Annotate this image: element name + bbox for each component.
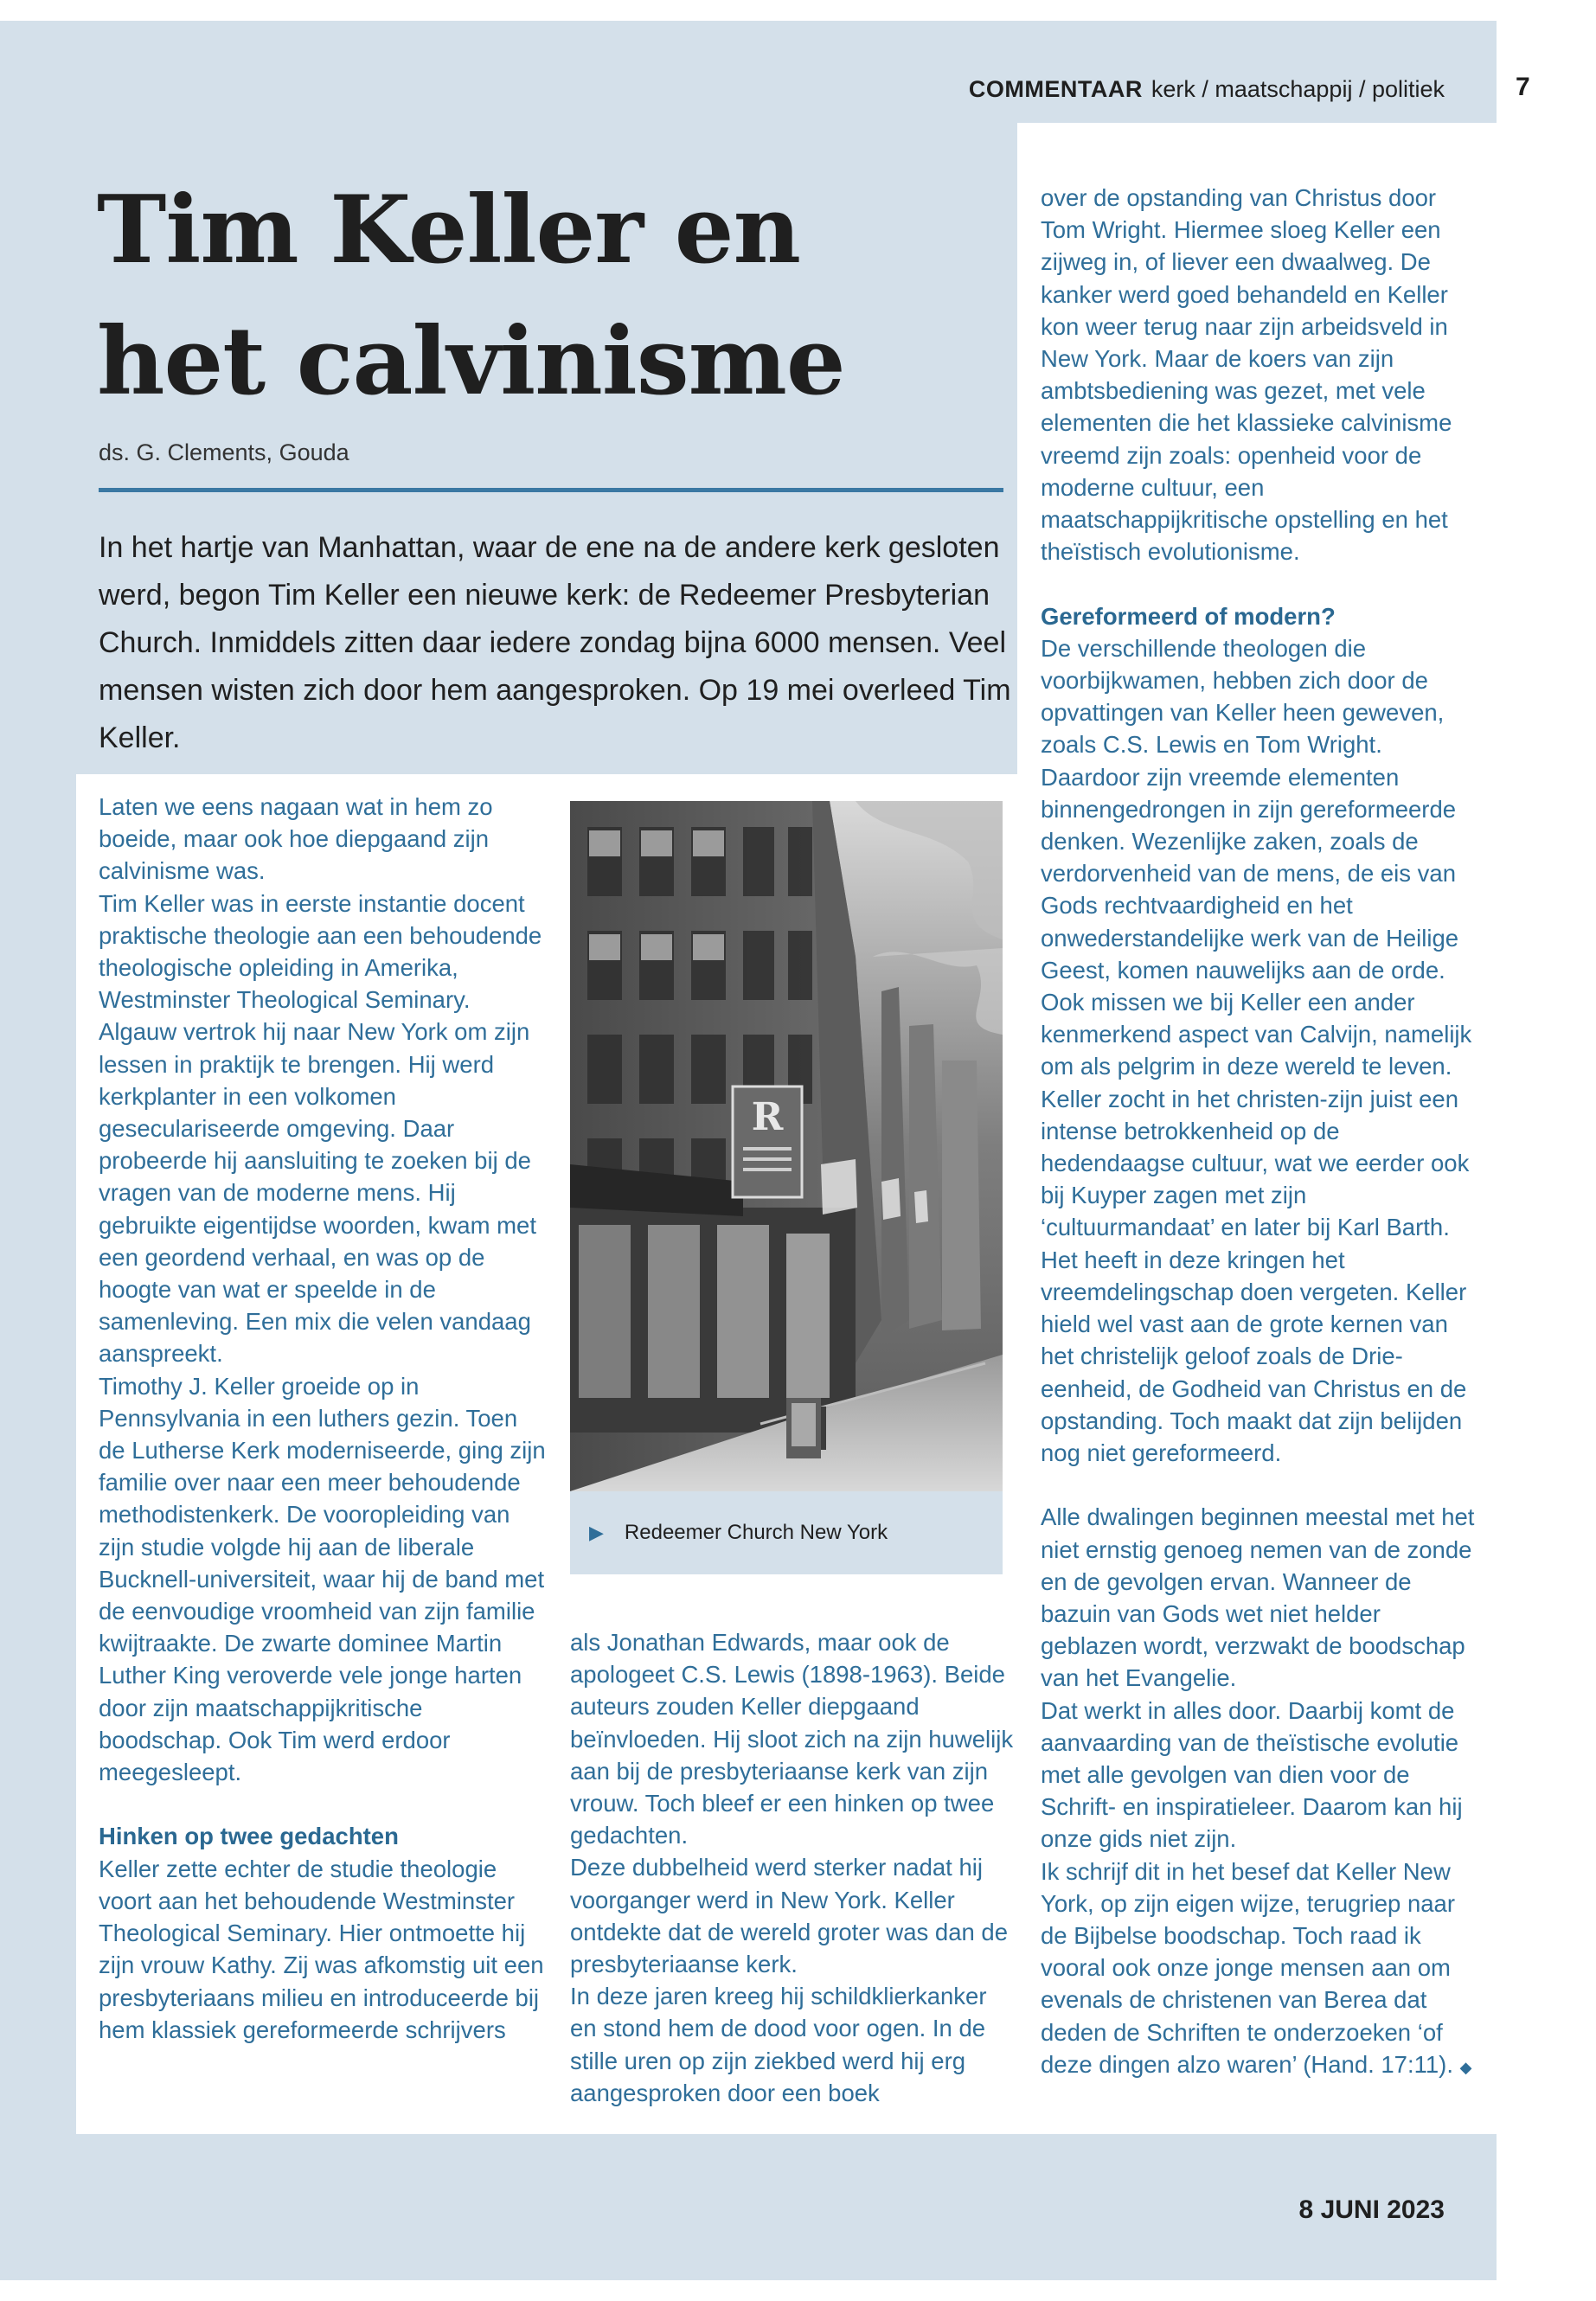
paragraph: De verschillende theologen die voorbijkwamen, hebben zich door de opvattingen van Keller heen geweven, zoals C.S. Lewis en Tom Wright. Daardoor zijn vreemde elementen binnengedrongen in zijn gereformeerde denken. Wezenlijke zaken, zoals de verdorvenheid van de mens, de eis van Gods rechtvaardigheid en het onwederstandelijke werk van de Heilige Geest, komen nauwelijks aan de orde. Ook missen we bij Keller een ander kenmerkend aspect van Calvijn, namelijk om als pelgrim in deze wereld te leven. Keller zocht in het christen-zijn juist een intense betrokkenheid op de hedendaagse cultuur, wat we eerder ook bij Kuyper zagen met zijn ‘cultuurmandaat’ en later bij Karl Barth. Het heeft in deze kringen het vreemdelingschap doen vergeten. Keller hield wel vast aan de grote kernen van het christelijk geloof zoals de Drie-eenheid, de Godheid van Christus en de opstanding. Toch maakt dat zijn belijden nog niet gereformeerd. (1041, 634, 1472, 1466)
title-divider (99, 488, 1003, 492)
column-3 (1041, 182, 1482, 2084)
end-mark-icon: ◆ (1459, 2058, 1472, 2076)
spacer (1041, 567, 1482, 599)
redeemer-church-photo (570, 801, 1003, 1491)
paragraph: Alle dwalingen beginnen meestal met het niet ernstig genoeg nemen van de zonde en de gevolgen ervan. Wanneer de bazuin van Gods wet niet helder geblazen wordt, verzwakt de boodschap van het Evangelie. (1041, 1503, 1475, 1692)
spacer (1041, 1469, 1482, 1501)
paragraph: over de opstanding van Christus door Tom Wright. Hiermee sloeg Keller een zijweg in, of liever een dwaalweg. De kanker werd goed behandeld en Keller kon weer terug naar zijn arbeidsveld in New York. Maar de koers van zijn ambtsbediening was gezet, met vele elementen die het klassieke calvinisme vreemd zijn zoals: openheid voor de moderne cultuur, een maatschappijkritische opstelling en het theïstisch evolutionisme. (1041, 184, 1452, 566)
photo-caption (589, 1521, 888, 1545)
paragraph: Deze dubbelheid werd sterker nadat hij voorganger werd in New York. Keller ontdekte dat de wereld groter was dan de presbyteriaanse kerk. (570, 1854, 1009, 1978)
subheading: Gereformeerd of modern? (1041, 602, 1336, 630)
caption-marker-icon: ▶ (589, 1522, 604, 1543)
paragraph: Dat werkt in alles door. Daarbij komt de aanvaarding van de theïstische evolutie met alle gevolgen van dien voor de Schrift- en inspiratieleer. Daarom kan hij onze gids niet zijn. (1041, 1696, 1463, 1853)
banner-letter: R (751, 1095, 784, 1139)
subsection-label: kerk / maatschappij / politiek (1151, 76, 1445, 102)
article-title (97, 164, 845, 427)
closing-text: Ik schrijf dit in het besef dat Keller New York, op zijn eigen wijze, terugriep naar de Bijbelse boodschap. Toch raad ik vooral ook onze jonge mensen aan om evenals de christenen van Berea dat deden de Schriften te onderzoeken ‘of deze dingen alzo waren’ (Hand. 17:11). (1041, 1857, 1455, 2078)
title-line-1: Tim Keller en (97, 176, 800, 285)
byline: ds. G. Clements, Gouda (99, 439, 349, 465)
spacer (99, 1788, 548, 1820)
photo-figure (570, 801, 1003, 1574)
paragraph (1041, 1856, 1482, 2084)
paragraph: Laten we eens nagaan wat in hem zo boeide, maar ook hoe diepgaand zijn calvinisme was. (99, 793, 493, 885)
section-label: COMMENTAAR (968, 76, 1143, 102)
subheading: Hinken op twee gedachten (99, 1823, 399, 1850)
page-number: 7 (1516, 73, 1530, 101)
issue-date: 8 JUNI 2023 (1298, 2195, 1445, 2224)
church-banner (733, 1086, 802, 1197)
paragraph: Tim Keller was in eerste instantie docent praktische theologie aan een behoudende theologische opleiding in Amerika, Westminster Theological Seminary. Algauw vertrok hij naar New York om zijn lessen in praktijk te brengen. Hij werd kerkplanter in een volkomen geseculariseerde omgeving. Daar probeerde hij aansluiting te zoeken bij de vragen van de moderne mens. Hij gebruikte eigentijdse woorden, kwam met een geordend verhaal, en was op de hoogte van wat er speelde in de samenleving. Een mix die velen vandaag aanspreekt. (99, 889, 542, 1368)
caption-text: Redeemer Church New York (624, 1521, 888, 1544)
section-header (865, 76, 1445, 103)
paragraph: In deze jaren kreeg hij schildklierkanker en stond hem de dood voor ogen. In de stille uren op zijn ziekbed werd hij erg aangesproken door een boek (570, 1983, 987, 2106)
paragraph: als Jonathan Edwards, maar ook de apologeet C.S. Lewis (1898-1963). Beide auteurs zouden Keller diepgaand beïnvloeden. Hij sloot zich na zijn huwelijk aan bij de presbyteriaanse kerk van zijn vrouw. Toch bleef er een hinken op twee gedachten. (570, 1629, 1014, 1849)
title-line-2: het calvinisme (97, 307, 845, 416)
column-1 (99, 791, 548, 2046)
lead-paragraph: In het hartje van Manhattan, waar de ene na de andere kerk gesloten werd, begon Tim Keller een nieuwe kerk: de Redeemer Presbyterian Church. Inmiddels zitten daar iedere zondag bijna 6000 mensen. Veel mensen wisten zich door hem aangesproken. Op 19 mei overleed Tim Keller. (99, 531, 1011, 754)
column-2 (570, 1626, 1016, 2109)
paragraph: Timothy J. Keller groeide op in Pennsylvania in een luthers gezin. Toen de Lutherse Kerk moderniseerde, ging zijn familie over naar een meer behoudende methodistenkerk. De vooropleiding van zijn studie volgde hij aan de liberale Bucknell-universiteit, waar hij de band met de eenvoudige vroomheid van zijn familie kwijtraakte. De zwarte dominee Martin Luther King veroverde vele jonge harten door zijn maatschappijkritische boodschap. Ook Tim werd erdoor meegesleept. (99, 1372, 546, 1786)
paragraph: Keller zette echter de studie theologie voort aan het behoudende Westminster Theological Seminary. Hier ontmoette hij zijn vrouw Kathy. Zij was afkomstig uit een presbyteriaans milieu en introduceerde bij hem klassiek gereformeerde schrijvers (99, 1855, 544, 2043)
